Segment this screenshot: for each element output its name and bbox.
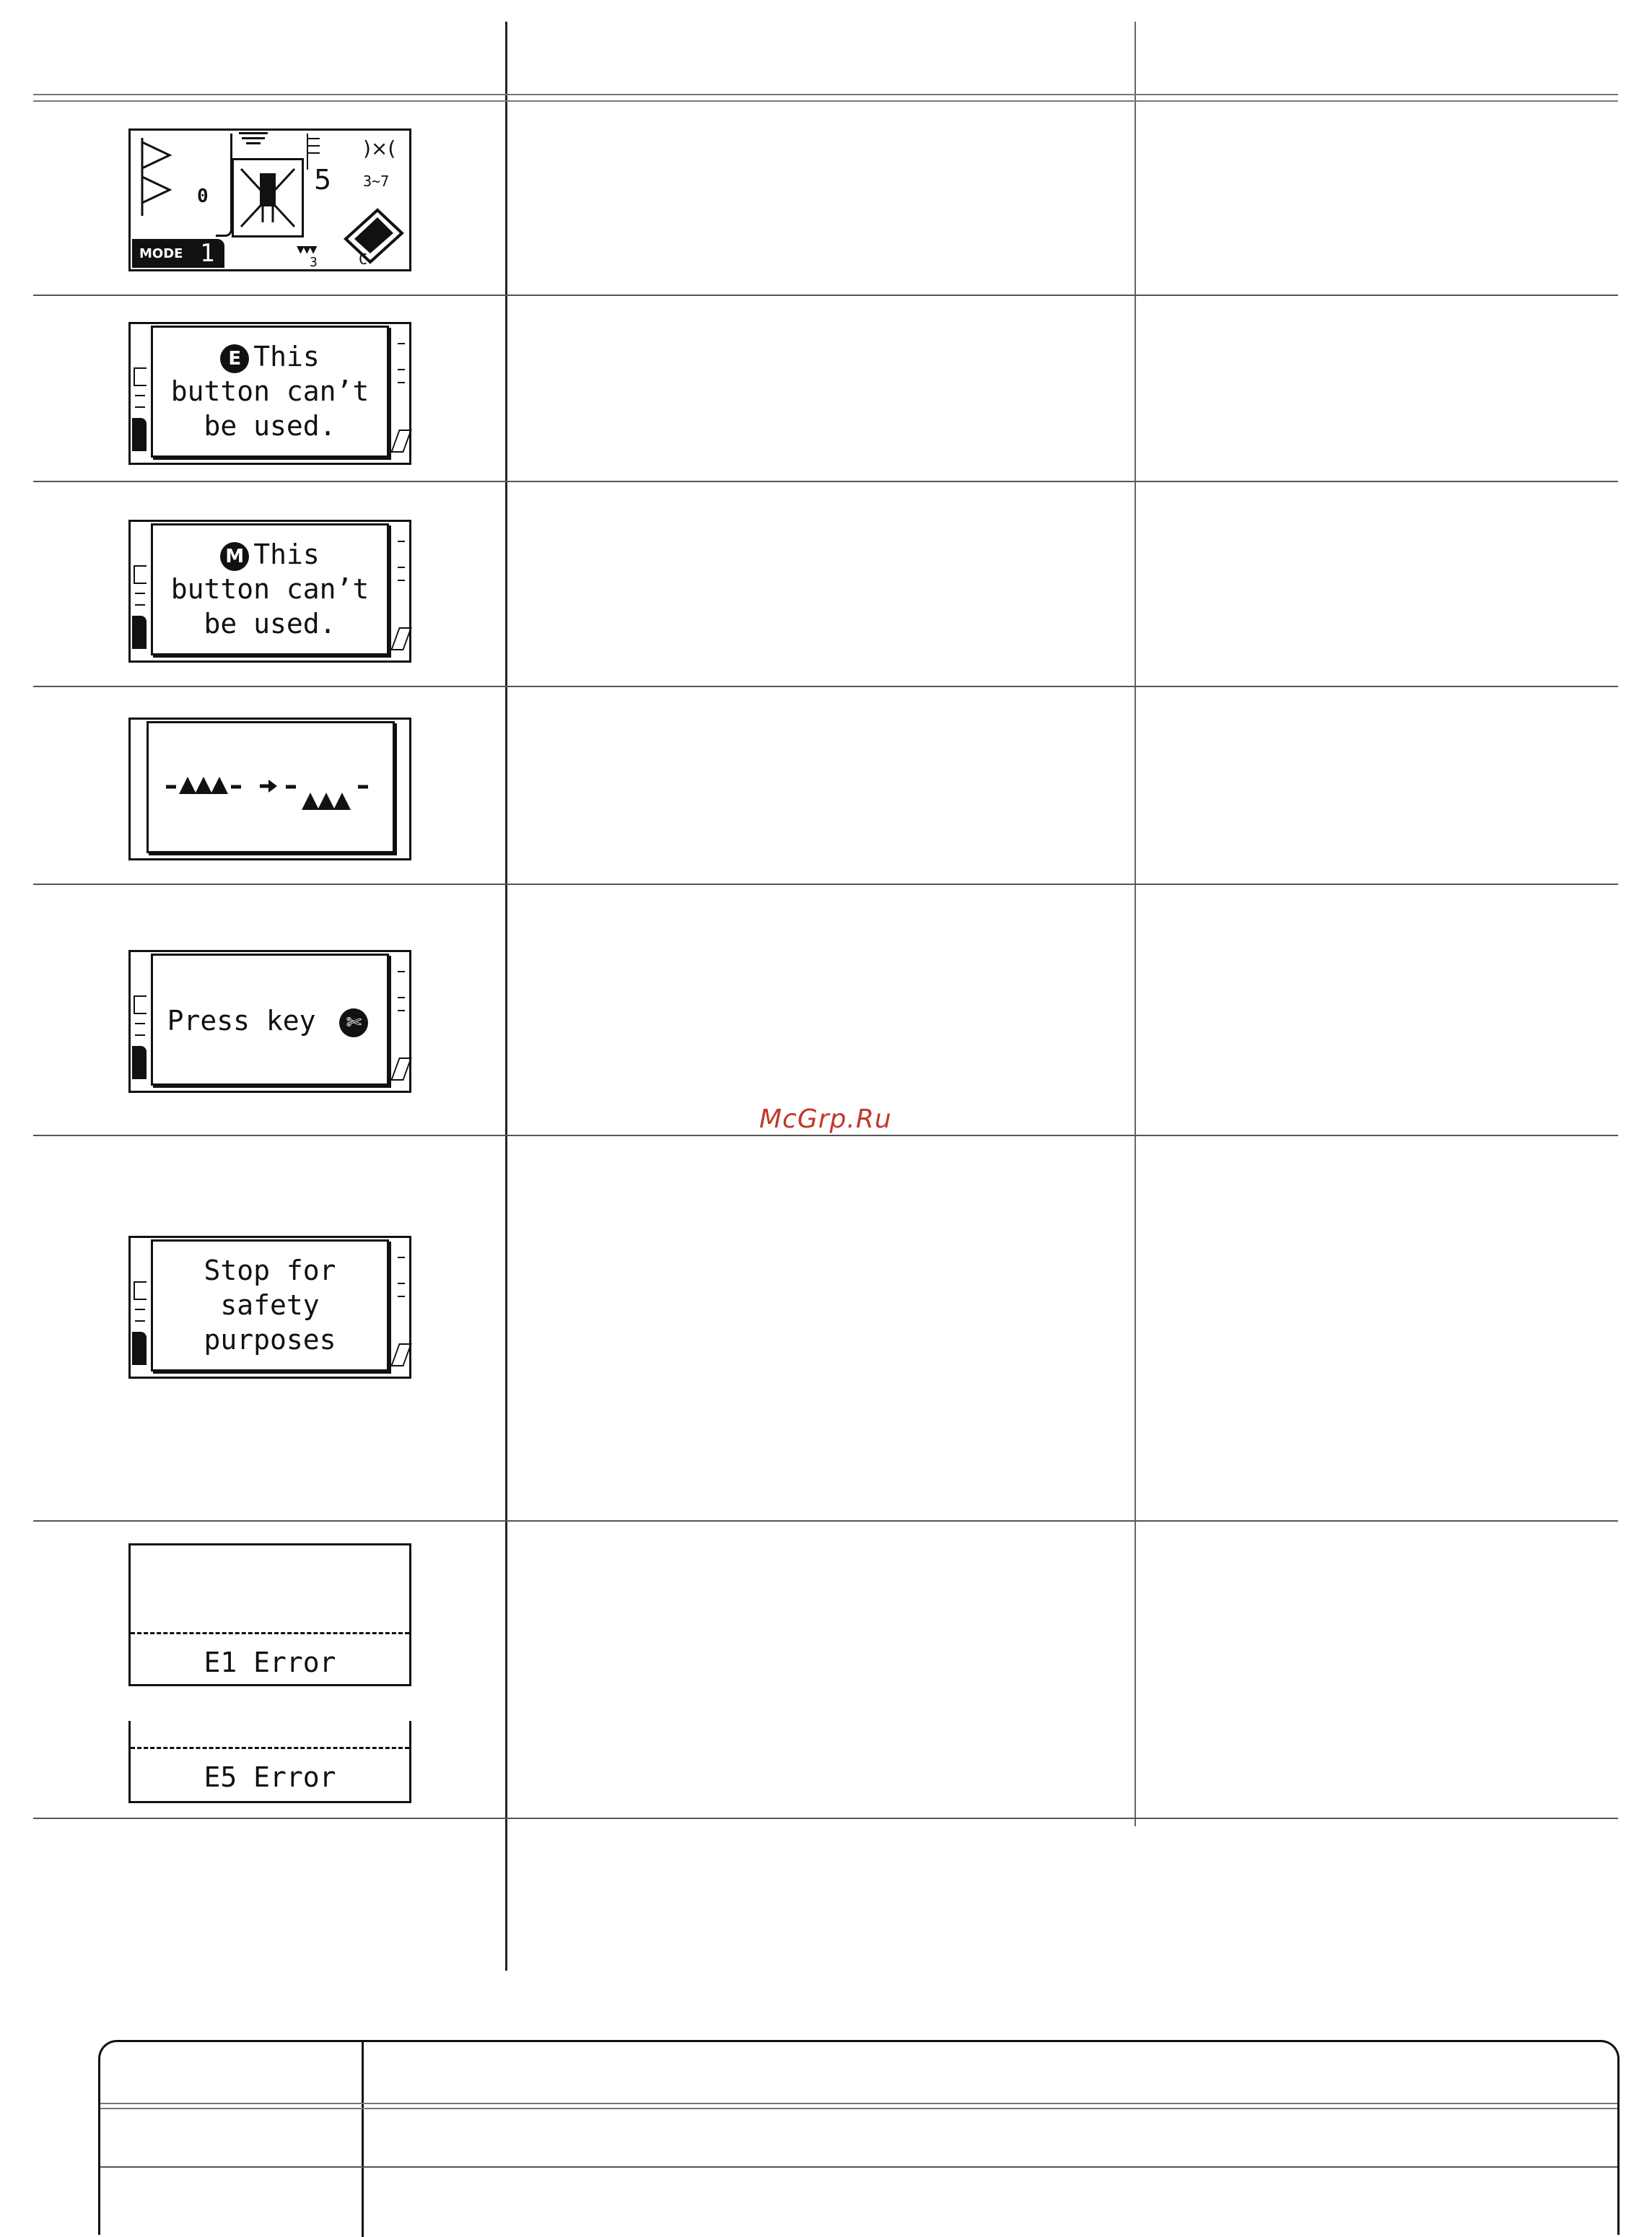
bottom-table-row-rule [100,2166,1617,2168]
screen-left-edge [132,1281,147,1368]
message-line-2: safety [220,1289,320,1321]
bottom-table [98,2040,1620,2235]
table-row-rule [33,884,1618,885]
table-row-rule [33,1520,1618,1522]
message-line-1 [153,339,387,374]
table-row-rule [33,481,1618,482]
message-line-3: be used. [204,608,336,640]
press-key-text: Press key [167,1005,316,1037]
error-e5-screen [128,1721,411,1803]
button-e-unusable-screen [128,322,411,465]
tension-range: 3~7 [363,173,390,190]
button-m-unusable-screen [128,520,411,663]
feed-dog-lowered-icon [286,768,380,819]
message-line-1 [153,537,387,572]
error-e5-text: E5 Error [204,1761,336,1793]
mode-number: 1 [200,239,215,268]
table-header-rule [33,94,1618,102]
scissors-icon: ✄ [339,1008,368,1037]
mode-badge [132,239,224,268]
error-e1-screen [128,1543,411,1686]
twin-needle-icon [234,160,302,235]
press-key-screen [128,950,411,1093]
stitch-length-marker: 0 [197,186,209,207]
stop-safety-screen [128,1236,411,1379]
mode-label: MODE [139,246,183,261]
stitch-width-value: 5 [314,164,332,196]
press-key-line [153,1003,387,1038]
mode-frame [216,134,232,237]
bottom-table-header-rule [100,2103,1617,2109]
mode-display-screen [128,128,411,271]
thread-tension-icon: )×( [363,136,396,160]
tension-bar-icon [239,132,268,151]
error-divider [131,1747,409,1749]
message-box [151,326,389,458]
feed-dog-screen [128,718,411,860]
message-line-3: be used. [204,410,336,442]
screen-right-edge [392,328,408,458]
twin-needle-panel [232,158,304,237]
table-row-rule [33,686,1618,687]
error-divider [131,1632,409,1634]
screen-right-edge [392,956,408,1086]
screen-left-edge [132,995,147,1082]
error-e1-text: E1 Error [204,1647,336,1678]
e-button-icon: E [220,344,249,373]
stitch-pattern-icon [135,135,214,222]
message-line-2: button can’t [170,573,370,605]
message-line-1-text: This [253,341,320,372]
foot-letter: C [359,250,368,268]
bottom-table-column-divider [362,2042,364,2237]
message-line-1: Stop for [204,1255,336,1286]
feed-number: 3 [310,255,318,270]
message-box [151,523,389,655]
message-box [151,1239,389,1372]
screen-left-edge [132,565,147,652]
message-line-2: button can’t [170,375,370,407]
presser-foot-icon [341,200,406,265]
watermark: McGrp.Ru [759,1104,892,1134]
arrow-right-icon [257,775,279,797]
table-row-rule [33,295,1618,296]
message-line-1-text: This [253,538,320,570]
table-row-rule [33,1135,1618,1136]
message-line-3: purposes [204,1324,336,1356]
feed-dog-box [147,721,395,853]
feed-dog-raised-icon [166,768,250,804]
table-column-divider-2 [1135,22,1136,1826]
table-column-divider-1 [505,22,507,1971]
screen-left-edge [132,367,147,454]
screen-right-edge [392,526,408,656]
message-box [151,954,389,1086]
table-row-rule [33,1818,1618,1819]
screen-right-edge [392,1242,408,1372]
feed-dog-icon: ▼▼▼ [297,242,316,257]
m-button-icon: M [220,542,249,571]
